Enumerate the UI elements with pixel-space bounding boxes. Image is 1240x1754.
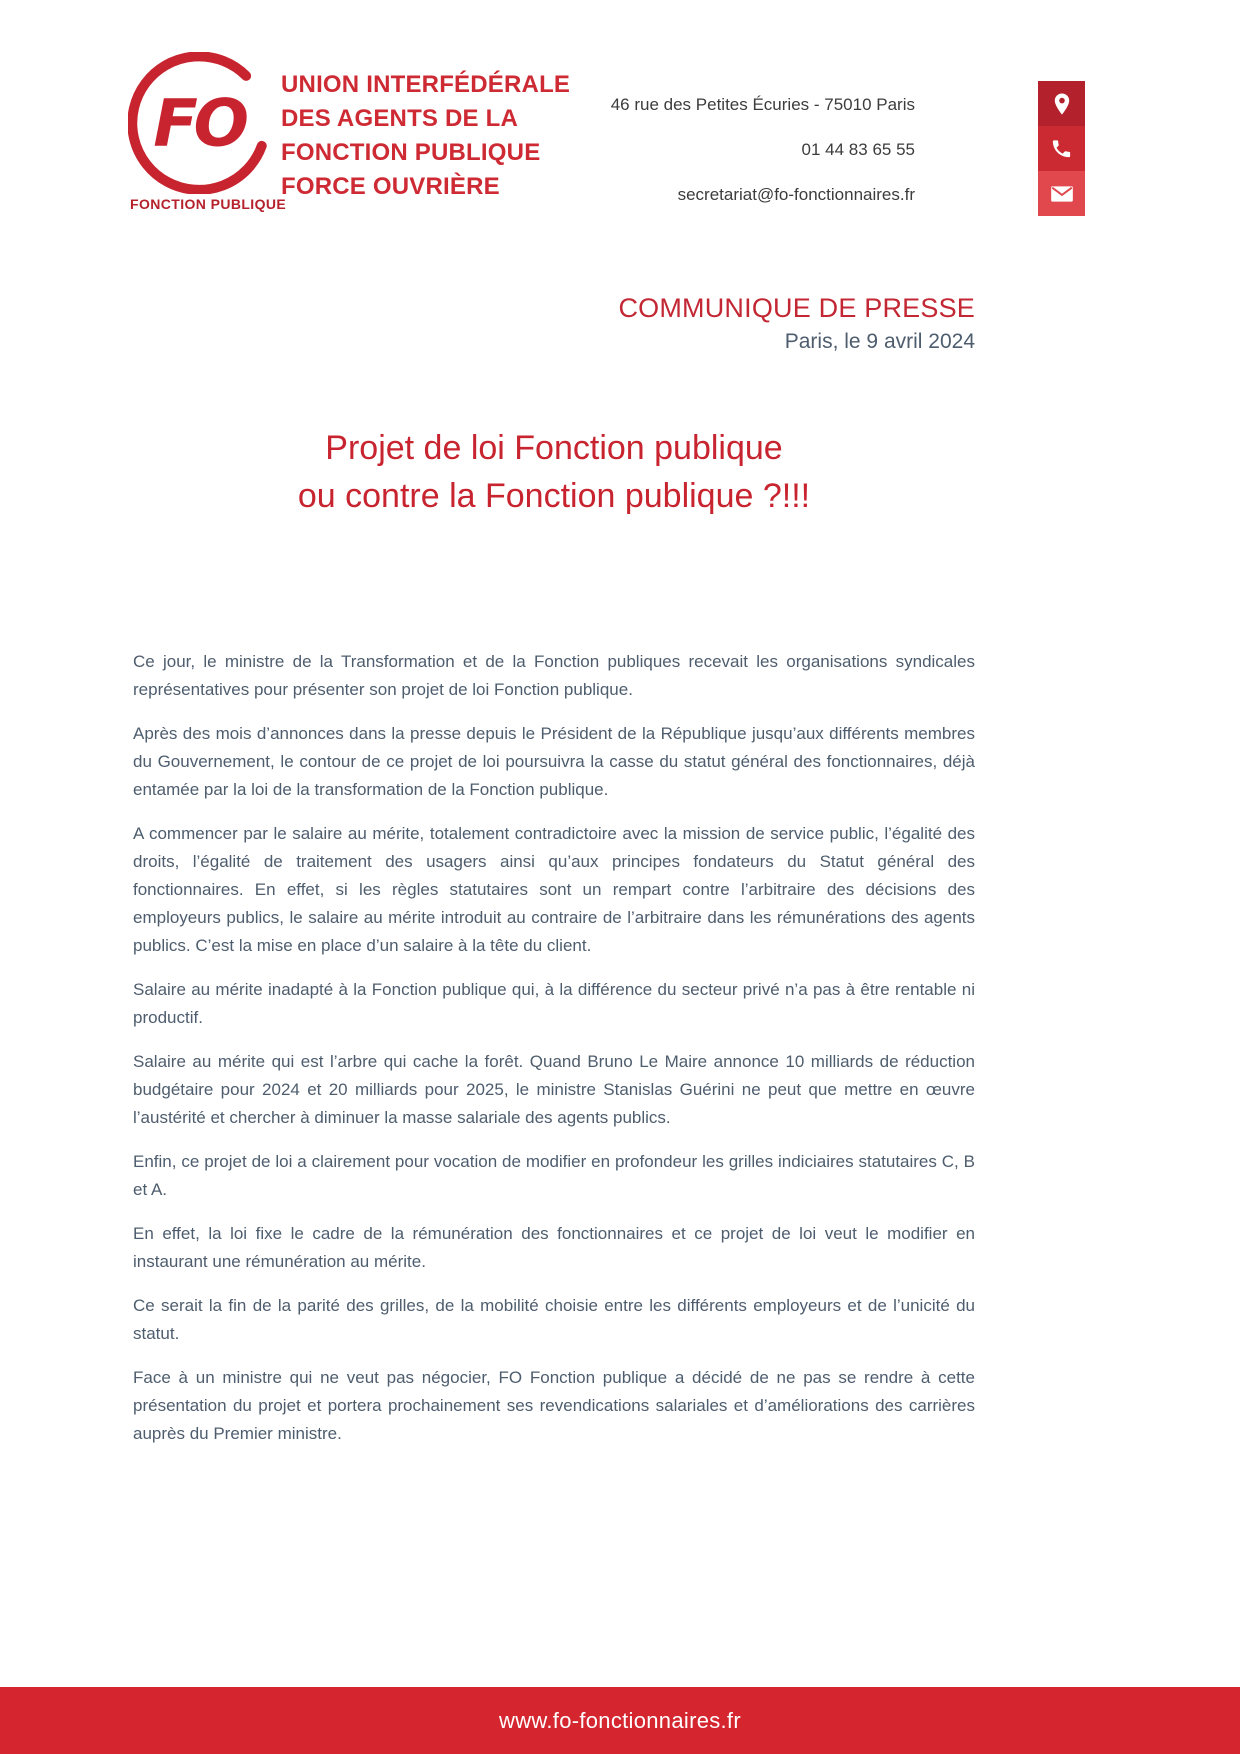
dateline: Paris, le 9 avril 2024: [784, 330, 975, 353]
fo-logo: [128, 52, 287, 212]
mail-icon: [1038, 171, 1085, 216]
document-title: [133, 424, 975, 520]
contact-block: [611, 82, 915, 217]
org-name: [281, 68, 570, 204]
paragraph: Salaire au mérite qui est l’arbre qui cache la forêt. Quand Bruno Le Maire annonce 10 milliards de réduction budgétaire pour 2024 et 20 milliards pour 2025, le ministre Stanislas Guérini ne peut que mettre en œuvre l’austérité et chercher à diminuer la masse salariale des agents publics.: [133, 1052, 975, 1127]
document-title-line1: Projet de loi Fonction publique: [325, 429, 783, 467]
org-name-line: FONCTION PUBLIQUE: [281, 139, 541, 166]
svg-text:FO: FO: [153, 85, 245, 162]
contact-email: secretariat@fo-fonctionnaires.fr: [677, 184, 915, 204]
paragraph: Après des mois d’annonces dans la presse depuis le Président de la République jusqu’aux différents membres du Gouvernement, le contour de ce projet de loi poursuivra la casse du statut général des fonctionnaires, déjà entamée par la loi de la transformation de la Fonction publique.: [133, 724, 975, 799]
footer-bar: [0, 1687, 1240, 1754]
footer-website: www.fo-fonctionnaires.fr: [499, 1707, 741, 1733]
paragraph: Ce serait la fin de la parité des grilles, de la mobilité choisie entre les différents employeurs et de l’unicité du statut.: [133, 1296, 975, 1343]
document-title-line2: ou contre la Fonction publique ?!!!: [297, 477, 811, 515]
paragraph: Face à un ministre qui ne veut pas négocier, FO Fonction publique a décidé de ne pas se rendre à cette présentation du projet et portera prochainement ses revendications salariales et d’améliorations des carrières auprès du Premier ministre.: [133, 1368, 975, 1443]
org-name-line: DES AGENTS DE LA: [281, 105, 519, 132]
body-text: [133, 648, 975, 1464]
location-pin-icon: [1038, 81, 1085, 126]
paragraph: Ce jour, le ministre de la Transformation et de la Fonction publiques recevait les organisations syndicales représentatives pour présenter son projet de loi Fonction publique.: [133, 652, 975, 699]
contact-phone: 01 44 83 65 55: [801, 139, 915, 159]
paragraph: Salaire au mérite inadapté à la Fonction publique qui, à la différence du secteur privé n’a pas à être rentable ni productif.: [133, 980, 975, 1027]
org-name-line: UNION INTERFÉDÉRALE: [281, 71, 571, 98]
paragraph: Enfin, ce projet de loi a clairement pour vocation de modifier en profondeur les grilles indiciaires statutaires C, B et A.: [133, 1152, 975, 1199]
phone-icon: [1038, 126, 1085, 171]
contact-icons: [1038, 81, 1085, 216]
logo-caption: FONCTION PUBLIQUE: [130, 196, 287, 212]
paragraph: A commencer par le salaire au mérite, totalement contradictoire avec la mission de service public, l’égalité des droits, l’égalité de traitement des usagers ainsi qu’aux principes fondateurs du Statut général des fonctionnaires. En effet, si les règles statutaires sont un rempart contre l’arbitraire des décisions des employeurs publics, le salaire au mérite introduit au contraire de l’arbitraire dans les rémunérations des agents publics. C’est la mise en place d’un salaire à la tête du client.: [133, 824, 975, 955]
org-name-line: FORCE OUVRIÈRE: [281, 173, 500, 200]
paragraph: En effet, la loi fixe le cadre de la rémunération des fonctionnaires et ce projet de loi veut le modifier en instaurant une rémunération au mérite.: [133, 1224, 975, 1271]
press-kicker: COMMUNIQUE DE PRESSE: [618, 293, 975, 323]
fo-logo-icon: [128, 52, 270, 194]
contact-address: 46 rue des Petites Écuries - 75010 Paris: [610, 94, 915, 114]
